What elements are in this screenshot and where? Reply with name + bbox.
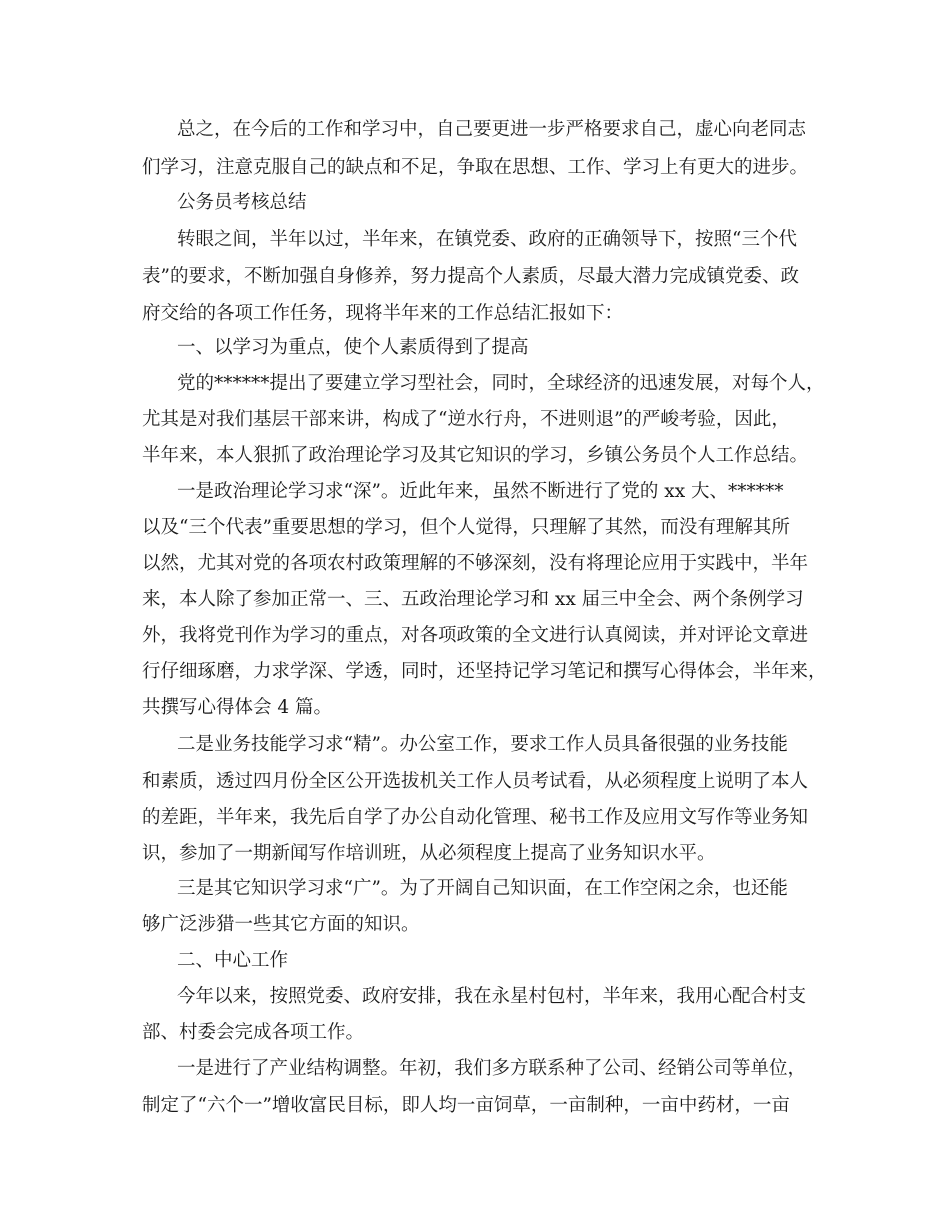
- paragraph-line: 识，参加了一期新闻写作培训班，从必须程度上提高了业务知识水平。: [142, 843, 716, 864]
- paragraph-line: 一是进行了产业结构调整。年初，我们多方联系种了公司、经销公司等单位，: [177, 1058, 807, 1079]
- section-heading: 二、中心工作: [177, 950, 289, 971]
- paragraph-line: 总之，在今后的工作和学习中，自己要更进一步严格要求自己，虚心向老同志: [177, 119, 807, 140]
- paragraph-line: 一是政治理论学习求“深”。近此年来，虽然不断进行了党的 xx 大、******: [177, 481, 784, 502]
- paragraph-line: 和素质，透过四月份全区公开选拔机关工作人员考试看，从必须程度上说明了本人: [142, 771, 809, 792]
- paragraph-line: 以然，尤其对党的各项农村政策理解的不够深刻，没有将理论应用于实践中，半年: [142, 553, 809, 574]
- paragraph-line: 们学习，注意克服自己的缺点和不足，争取在思想、工作、学习上有更大的进步。: [142, 157, 809, 178]
- paragraph-line: 半年来，本人狠抓了政治理论学习及其它知识的学习，乡镇公务员个人工作总结。: [142, 445, 809, 466]
- paragraph-line: 三是其它知识学习求“广”。为了开阔自己知识面，在工作空闲之余，也还能: [177, 878, 788, 899]
- paragraph-line: 尤其是对我们基层干部来讲，构成了“逆水行舟，不进则退”的严峻考验，因此，: [142, 409, 790, 430]
- paragraph-line: 表”的要求，不断加强自身修养，努力提高个人素质，尽最大潜力完成镇党委、政: [142, 266, 799, 287]
- paragraph-line: 部、村委会完成各项工作。: [142, 1022, 365, 1043]
- paragraph-line: 制定了“六个一”增收富民目标，即人均一亩饲草，一亩制种，一亩中药材，一亩: [142, 1095, 790, 1116]
- paragraph-line: 共撰写心得体会 4 篇。: [142, 697, 333, 718]
- paragraph-line: 来，本人除了参加正常一、三、五政治理论学习和 xx 届三中全会、两个条例学习: [142, 589, 804, 610]
- paragraph-line: 二是业务技能学习求“精”。办公室工作，要求工作人员具备很强的业务技能: [177, 734, 788, 755]
- paragraph-line: 行仔细琢磨，力求学深、学透，同时，还坚持记学习笔记和撰写心得体会，半年来，: [142, 661, 827, 682]
- paragraph-line: 外，我将党刊作为学习的重点，对各项政策的全文进行认真阅读，并对评论文章进: [142, 625, 809, 646]
- section-heading: 一、以学习为重点，使个人素质得到了提高: [177, 337, 529, 358]
- paragraph-line: 转眼之间，半年以过，半年来，在镇党委、政府的正确领导下，按照“三个代: [177, 229, 797, 250]
- paragraph-line: 的差距，半年来，我先后自学了办公自动化管理、秘书工作及应用文写作等业务知: [142, 807, 809, 828]
- paragraph-line: 府交给的各项工作任务，现将半年来的工作总结汇报如下：: [142, 303, 624, 324]
- paragraph-line: 够广泛涉猎一些其它方面的知识。: [142, 914, 420, 935]
- paragraph-line: 今年以来，按照党委、政府安排，我在永星村包村，半年来，我用心配合村支: [177, 986, 807, 1007]
- paragraph-line: 以及“三个代表”重要思想的学习，但个人觉得，只理解了其然，而没有理解其所: [142, 517, 790, 538]
- paragraph-line: 党的******提出了要建立学习型社会，同时，全球经济的迅速发展，对每个人，: [177, 373, 825, 394]
- section-heading: 公务员考核总结: [177, 192, 307, 213]
